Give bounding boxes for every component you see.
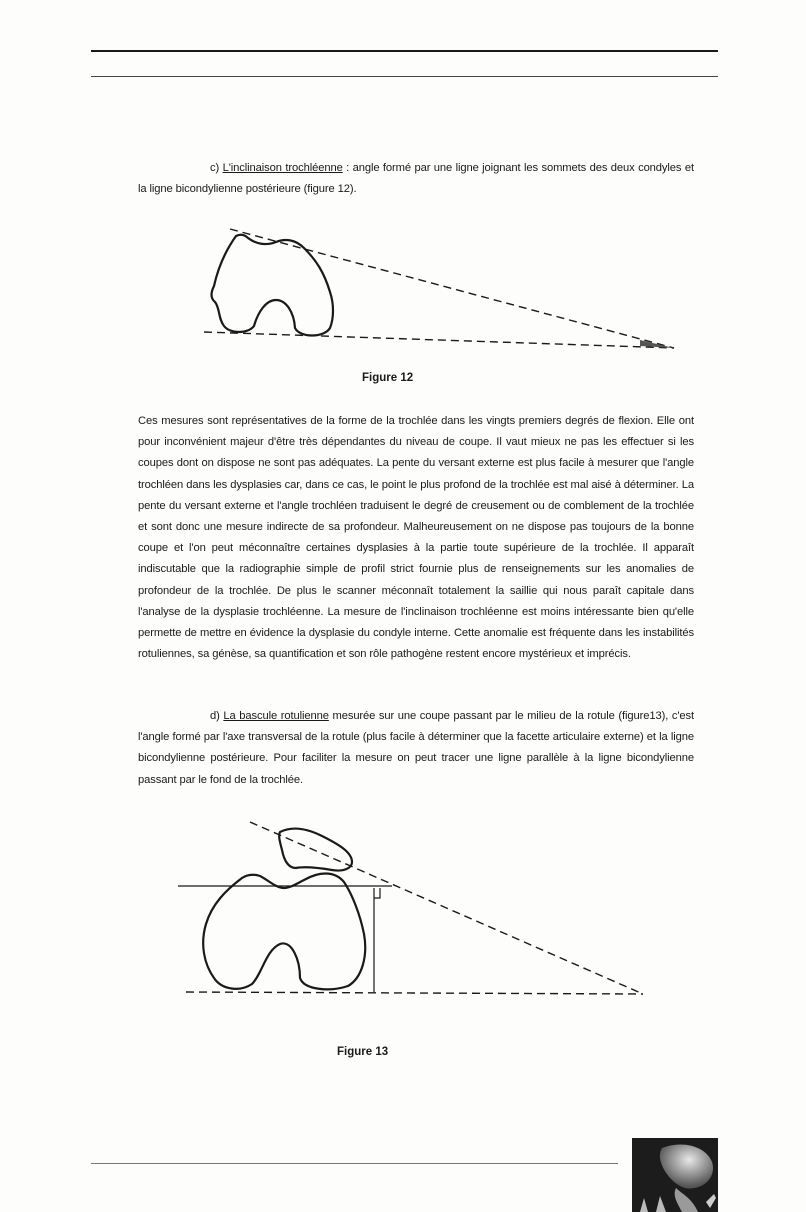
section-c-label: c) [210, 162, 220, 174]
paragraph-section-d [138, 706, 694, 791]
figure-13-right-angle-marker [374, 888, 380, 898]
section-c-text: : angle formé par une ligne joignant les sommets des deux condyles et la ligne bicondylienne postérieure (figure 12). [138, 162, 694, 196]
figure-13-femur-outline [203, 874, 365, 990]
section-c-term: L'inclinaison trochléenne [222, 162, 343, 174]
paragraph-main: Ces mesures sont représentatives de la forme de la trochlée dans les vingts premiers degrés de flexion. Elle ont pour inconvénient majeur d'être très dépendantes du niveau de coupe. Il vaut mieux ne pas les effectuer si les coupes dont on dispose ne sont pas adéquates. La pente du versant externe est plus facile à mesurer que l'angle trochléen dans les dysplasies car, dans ce cas, le point le plus profond de la trochlée est mal aisé à déterminer. La pente du versant externe et l'angle trochléen traduisent le degré de creusement ou de comblement de la trochlée et sont donc une mesure indirecte de sa profondeur. Malheureusement on ne dispose pas toujours de la bonne coupe et l'on peut méconnaître certaines dysplasies à la partie toute supérieure de la trochlée. Il apparaît indiscutable que la radiographie simple de profil strict fournie plus de renseignements sur les anomalies de profondeur de la trochlée. De plus le scanner méconnaît totalement la saillie qui nous paraît capitale dans l'analyse de la dysplasie trochléenne. La mesure de l'inclinaison trochléenne est moins intéressante bien qu'elle permette de mettre en évidence la dysplasie du condyle interne. Cette anomalie est fréquente dans les instabilités rotuliennes, sa génèse, sa quantification et son rôle pathogène restent encore mystérieux et imprécis. [138, 415, 694, 661]
section-d-term: La bascule rotulienne [223, 710, 329, 722]
footer-rule [91, 1163, 618, 1164]
figure-12-femur-outline [212, 235, 334, 336]
figure-13-caption: Figure 13 [337, 1046, 389, 1058]
section-d-label: d) [210, 710, 220, 722]
figure-13-patella-outline [279, 829, 352, 871]
figure-12-caption: Figure 12 [362, 372, 414, 384]
figure-12-angle-hatch [640, 340, 674, 348]
figure-13-bicondylar-line [186, 992, 643, 994]
knee-xray-image [632, 1138, 718, 1212]
section-d-text: mesurée sur une coupe passant par le milieu de la rotule (figure13), c'est l'angle formé par l'axe transversal de la rotule (plus facile à déterminer que la facette articulaire externe) et la ligne bicondylienne postérieure. Pour faciliter la mesure on peut tracer une ligne parallèle à la ligne bicondylienne passant par le fond de la trochlée. [138, 710, 694, 786]
footer-knee-xray-thumbnail [632, 1138, 718, 1212]
figure-13-patella-axis-line [250, 822, 643, 994]
figure-12-bicondylar-line [204, 332, 674, 348]
